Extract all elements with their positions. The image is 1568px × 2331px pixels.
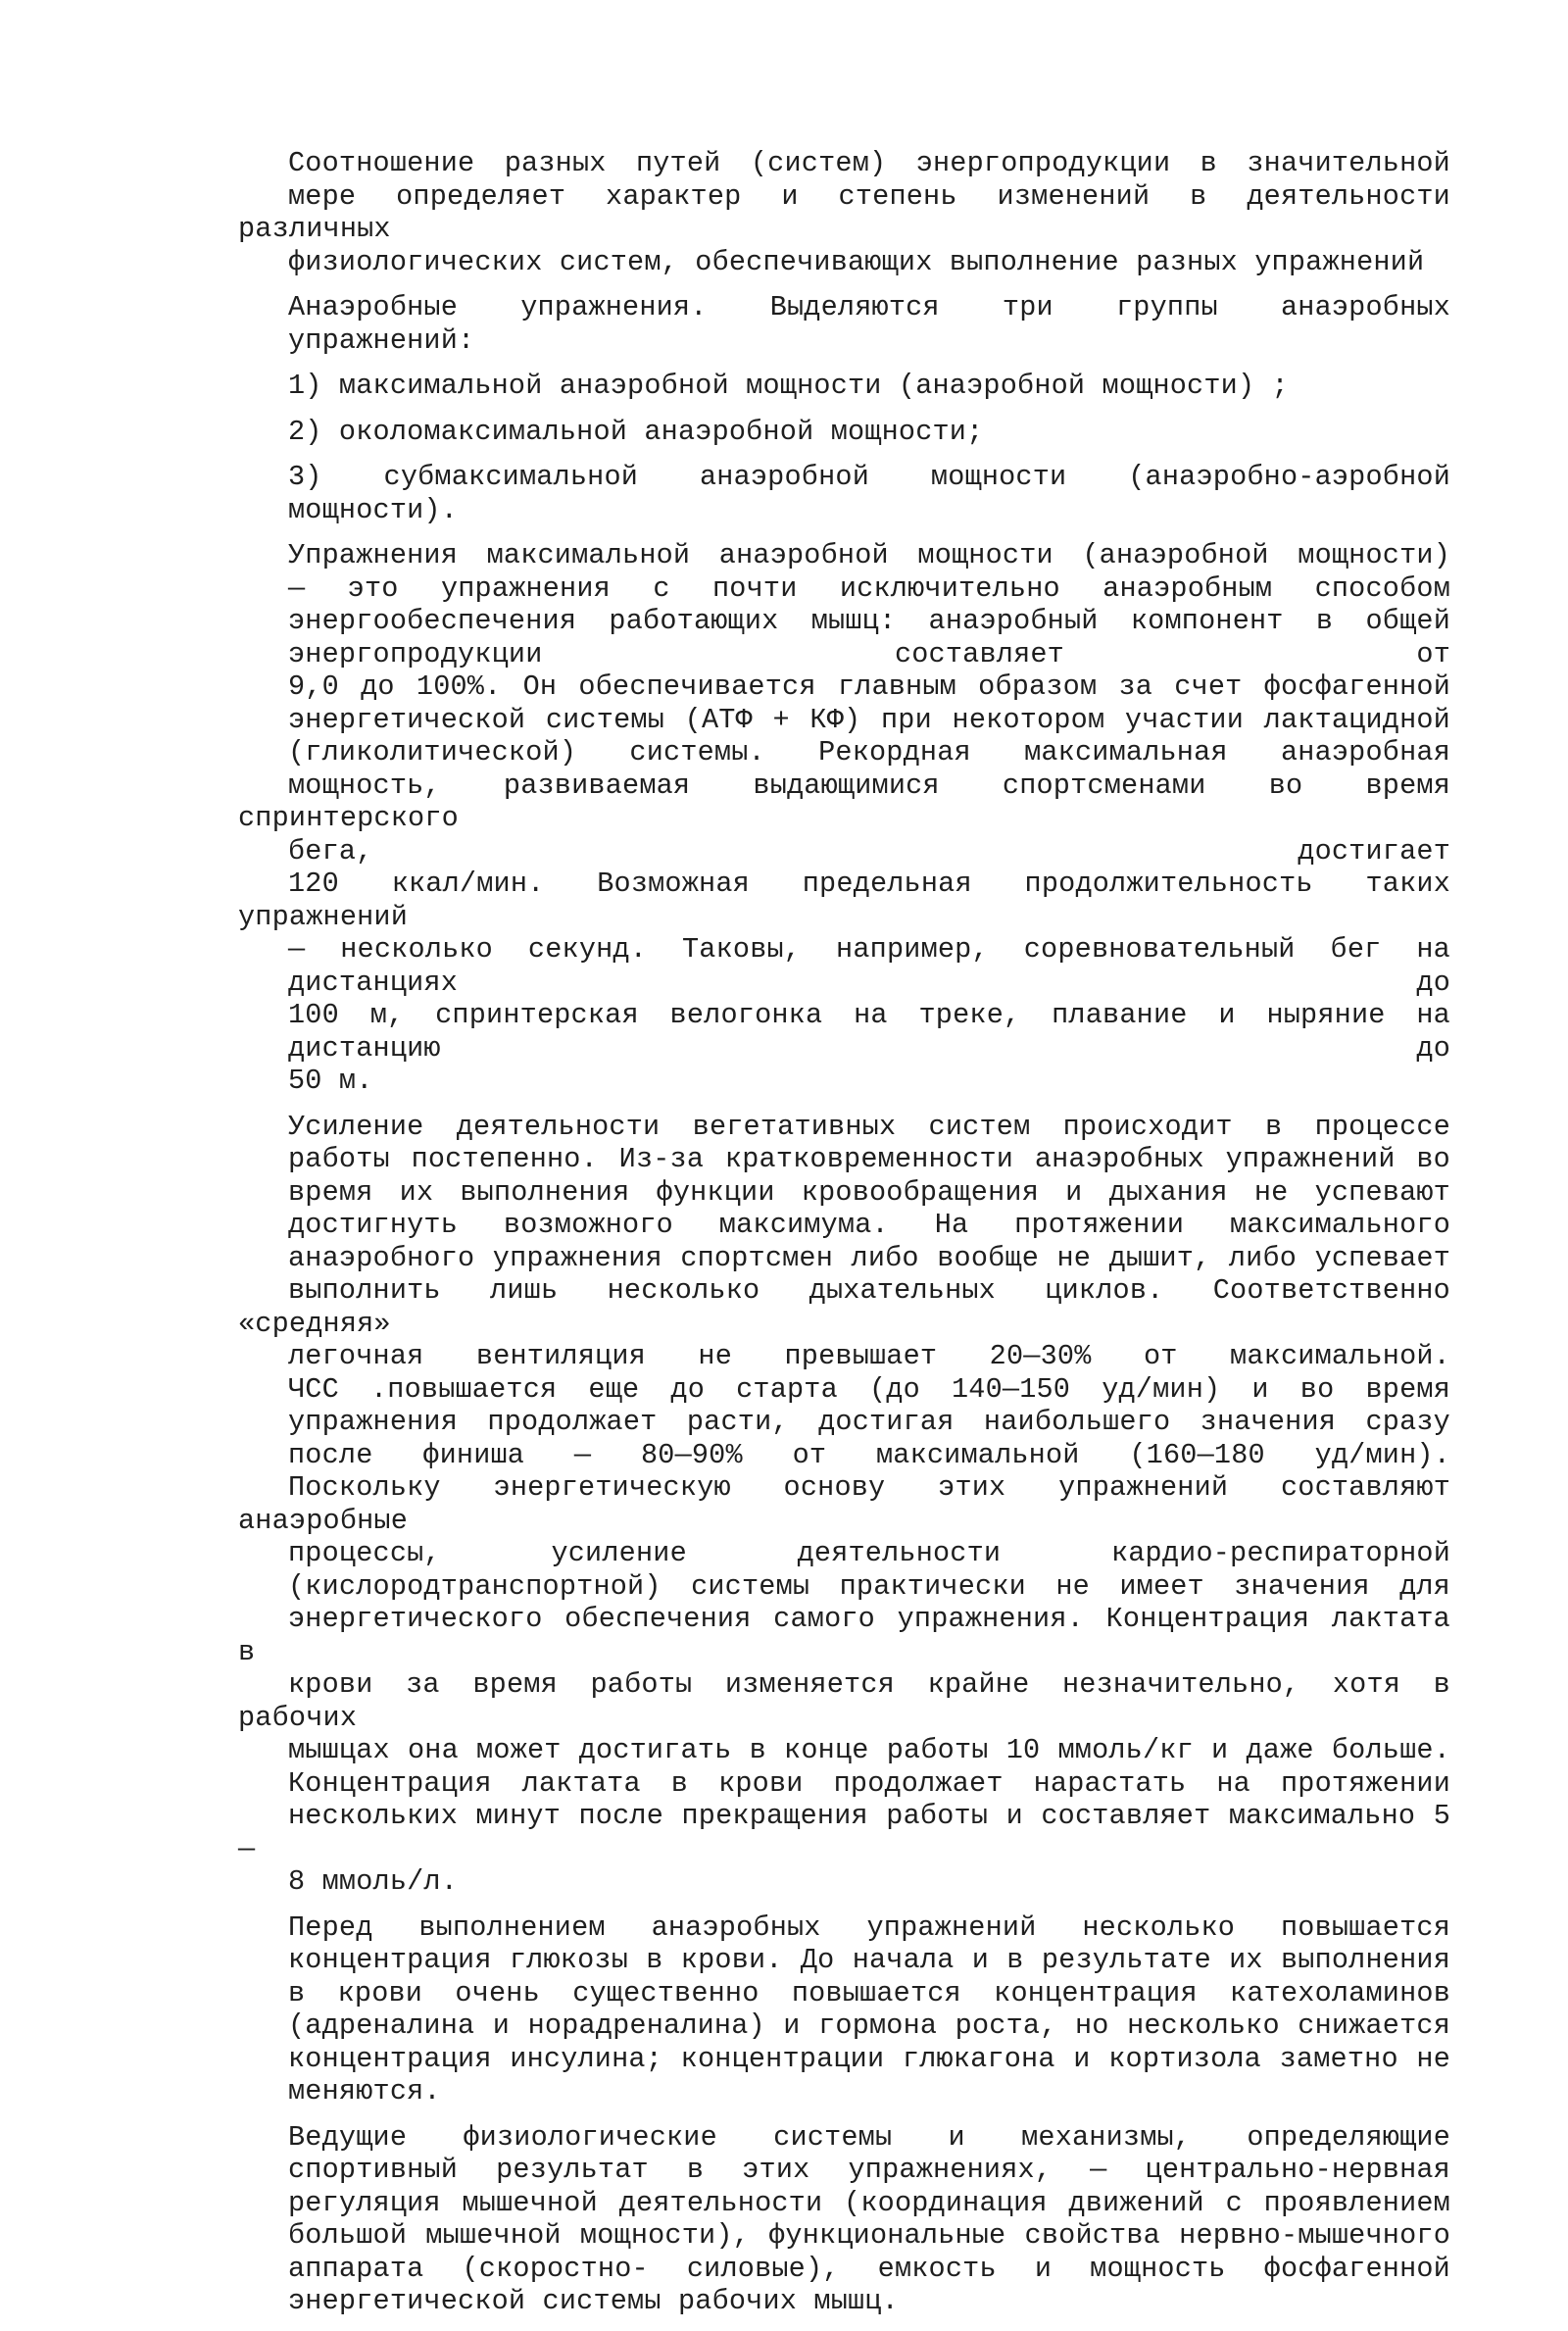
text-line: Анаэробные упражнения. Выделяются три группы анаэробных [288, 291, 1450, 323]
text-line: Поскольку энергетическую основу этих упражнений составляют анаэробные [238, 1471, 1450, 1537]
text-line: энергетической системы (АТФ + КФ) при некотором участии лактацидной [288, 703, 1450, 736]
text-line: (адреналина и норадреналина) и гормона роста, но несколько снижается [288, 2009, 1450, 2042]
text-line: физиологических систем, обеспечивающих выполнение разных упражнений [288, 245, 1425, 278]
paragraph-anaerobic-groups [238, 291, 1450, 357]
text-line: Концентрация лактата в крови продолжает нарастать на протяжении [288, 1766, 1450, 1800]
text-line: 9,0 до 100%. Он обеспечивается главным образом за счет фосфагенной [288, 670, 1450, 703]
text-line: энергетического обеспечения самого упражнения. Концентрация лактата в [238, 1603, 1450, 1668]
text-line: крови за время работы изменяется крайне незначительно, хотя в рабочих [238, 1668, 1450, 1734]
text-line: мощности). [288, 493, 459, 526]
text-line: упражнений: [288, 323, 475, 357]
paragraph-vegetative-systems [238, 1111, 1450, 1899]
paragraph-hormones [238, 1911, 1450, 2108]
text-line: энергообеспечения работающих мышц: анаэробный компонент в общей [288, 605, 1450, 637]
document-page [238, 147, 1450, 2331]
text-line: — несколько секунд. Таковы, например, соревновательный бег на [288, 933, 1450, 966]
paragraph-energy-pathways [238, 147, 1450, 278]
text-line: достигнуть возможного максимума. На протяжении максимального [288, 1209, 1450, 1241]
text-line: меняются. [288, 2075, 441, 2108]
text-line: аппарата (скоростно- силовые), емкость и мощность фосфагенной [288, 2252, 1450, 2285]
text-line: дистанциях до [288, 966, 1450, 999]
text-line: время их выполнения функции кровообращения и дыхания не успевают [288, 1175, 1450, 1209]
list-item-3 [238, 461, 1450, 526]
text-line: в крови очень существенно повышается концентрация катехоламинов [288, 1976, 1450, 2009]
text-line: Соотношение разных путей (систем) энергопродукции в значительной [288, 147, 1450, 179]
text-line: 120 ккал/мин. Возможная предельная продолжительность таких упражнений [238, 868, 1450, 933]
text-line: упражнения продолжает расти, достигая наибольшего значения сразу [288, 1406, 1450, 1438]
text-line: выполнить лишь несколько дыхательных циклов. Соответственно «средняя» [238, 1274, 1450, 1340]
text-line: дистанцию до [288, 1031, 1450, 1065]
text-line: анаэробного упражнения спортсмен либо вообще не дышит, либо успевает [288, 1241, 1450, 1274]
text-line: мере определяет характер и степень изменений в деятельности различных [238, 179, 1450, 245]
text-line: концентрация глюкозы в крови. До начала и в результате их выполнения [288, 1944, 1450, 1976]
text-line: 50 м. [288, 1065, 373, 1097]
text-line: мышцах она может достигать в конце работы 10 ммоль/кг и даже больше. [288, 1734, 1450, 1766]
text-line: 3) субмаксимальной анаэробной мощности (анаэробно-аэробной [288, 461, 1450, 493]
text-line: — это упражнения с почти исключительно анаэробным способом [288, 571, 1450, 605]
text-line: Усиление деятельности вегетативных систем происходит в процессе [288, 1110, 1450, 1143]
text-line: бега, достигает [288, 834, 1450, 868]
text-line: работы постепенно. Из-за кратковременности анаэробных упражнений во [288, 1143, 1450, 1175]
text-line: Перед выполнением анаэробных упражнений несколько повышается [288, 1910, 1450, 1944]
text-line: спортивный результат в этих упражнениях, — центрально-нервная [288, 2154, 1450, 2186]
list-item-1 [238, 370, 1450, 403]
text-line: ЧСС .повышается еще до старта (до 140—150 уд/мин) и во время [288, 1372, 1450, 1406]
text-line: большой мышечной мощности), функциональные свойства нервно-мышечного [288, 2219, 1450, 2252]
paragraph-max-anaerobic-power [238, 539, 1450, 1098]
text-line: 100 м, спринтерская велогонка на треке, плавание и ныряние на [288, 999, 1450, 1031]
text-line: легочная вентиляция не превышает 20—30% от максимальной. [288, 1340, 1450, 1372]
text-line: (гликолитической) системы. Рекордная максимальная анаэробная [288, 736, 1450, 769]
text-line: 8 ммоль/л. [288, 1865, 459, 1898]
text-line: концентрация инсулина; концентрации глюкагона и кортизола заметно не [288, 2042, 1450, 2075]
text-line: 1) максимальной анаэробной мощности (анаэробной мощности) ; [288, 370, 1289, 402]
text-line: регуляция мышечной деятельности (координация движений с проявлением [288, 2186, 1450, 2219]
text-line: мощность, развиваемая выдающимися спортсменами во время спринтерского [238, 769, 1450, 834]
text-line: процессы, усиление деятельности кардио-респираторной [288, 1537, 1450, 1569]
text-line: энергетической системы рабочих мышц. [288, 2285, 899, 2317]
list-item-2 [238, 416, 1450, 449]
paragraph-leading-systems [238, 2121, 1450, 2318]
text-line: 2) околомаксимальной анаэробной мощности; [288, 415, 984, 448]
text-line: энергопродукции составляет от [288, 637, 1450, 670]
text-line: (кислородтранспортной) системы практически не имеет значения для [288, 1569, 1450, 1603]
text-line: Ведущие физиологические системы и механизмы, определяющие [288, 2120, 1450, 2154]
text-line: нескольких минут после прекращения работы и составляет максимально 5— [238, 1800, 1450, 1865]
text-line: Упражнения максимальной анаэробной мощности (анаэробной мощности) [288, 539, 1450, 571]
text-line: после финиша — 80—90% от максимальной (160—180 уд/мин). [288, 1438, 1450, 1471]
